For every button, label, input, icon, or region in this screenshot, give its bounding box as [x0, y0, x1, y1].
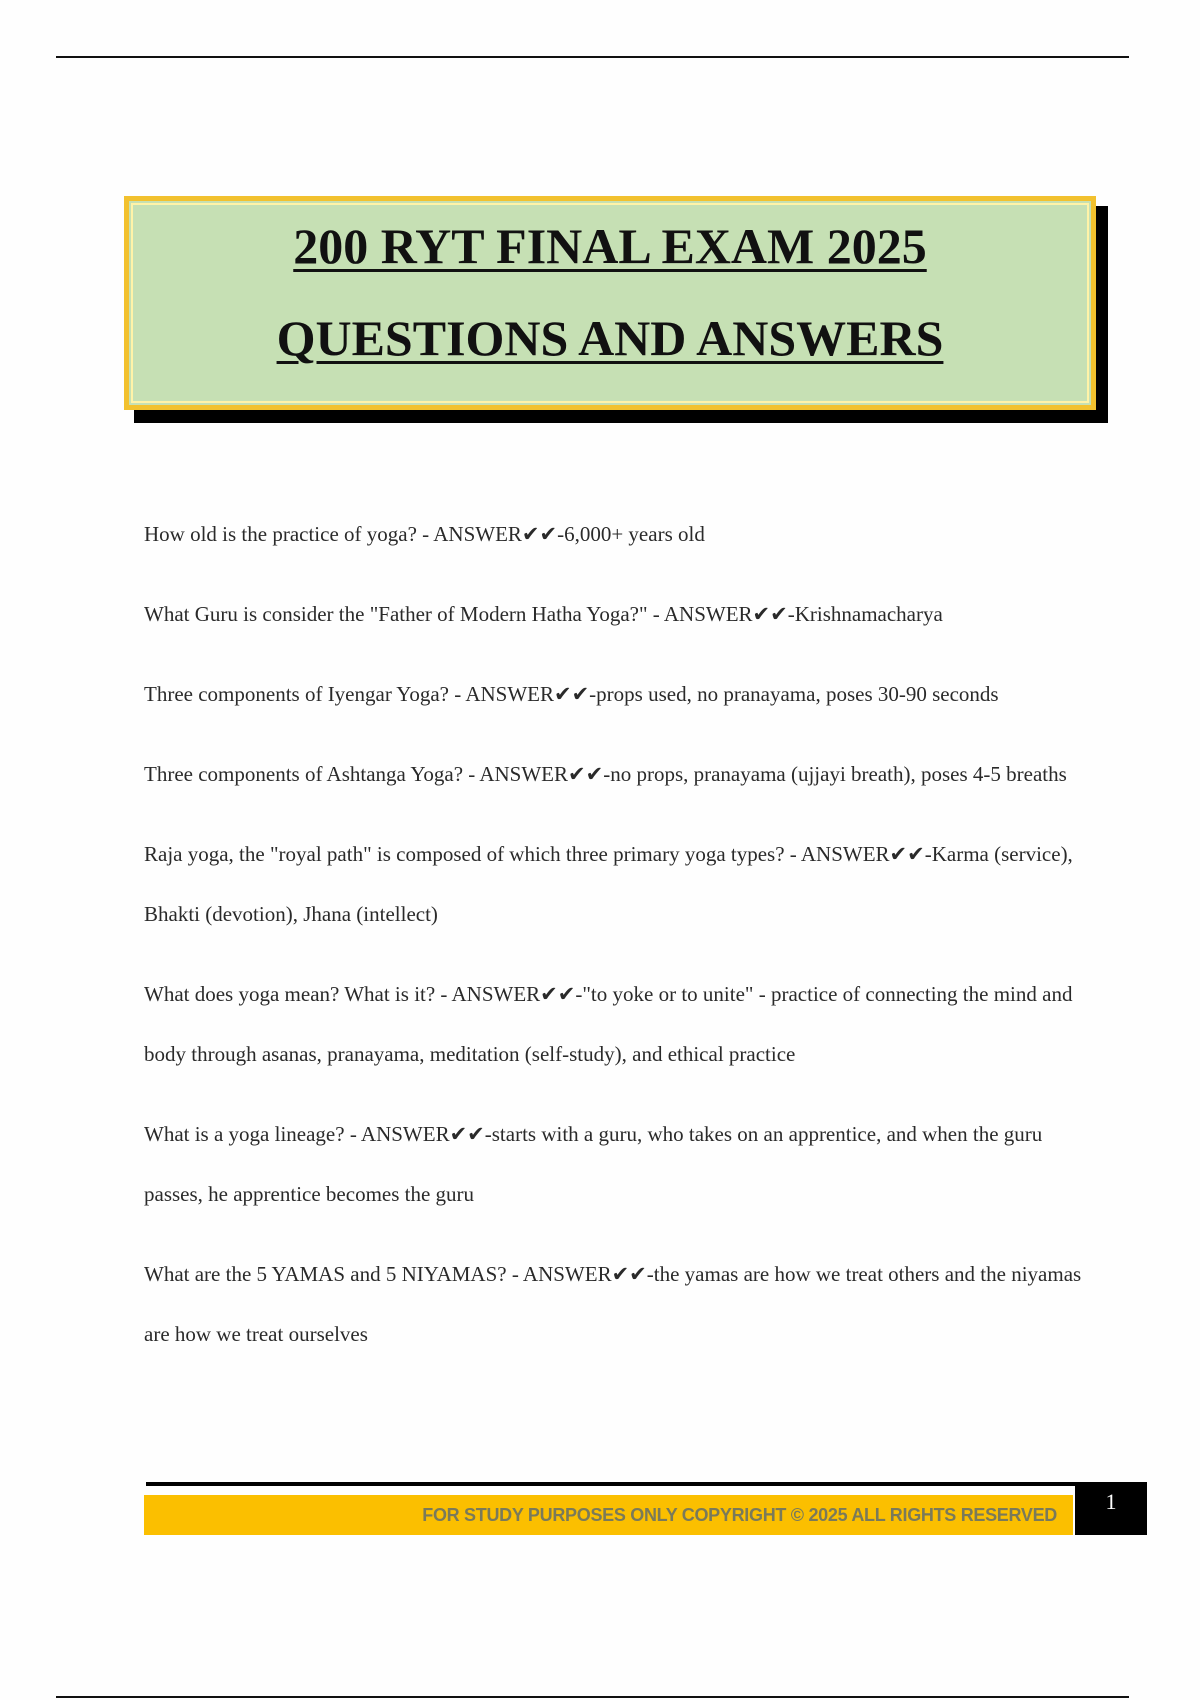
qa-item: What does yoga mean? What is it? - ANSWER✔✔-"to yoke or to unite" - practice of connecting the mind and body through asanas, pranayama, meditation (self-study), and ethical practice	[144, 982, 1073, 1066]
qa-item: What are the 5 YAMAS and 5 NIYAMAS? - ANSWER✔✔-the yamas are how we treat others and the niyamas are how we treat ourselves	[144, 1262, 1082, 1346]
qa-item: Three components of Ashtanga Yoga? - ANSWER✔✔-no props, pranayama (ujjayi breath), poses 4-5 breaths	[144, 762, 1067, 786]
title-line-1: 200 RYT FINAL EXAM 2025	[293, 218, 927, 274]
title-box	[124, 196, 1096, 410]
page-number: 1	[1075, 1482, 1147, 1535]
qa-item: Raja yoga, the "royal path" is composed of which three primary yoga types? - ANSWER✔✔-Karma (service), Bhakti (devotion), Jhana (intellect)	[144, 842, 1073, 926]
qa-item: What Guru is consider the "Father of Modern Hatha Yoga?" - ANSWER✔✔-Krishnamacharya	[144, 602, 943, 626]
qa-item: Three components of Iyengar Yoga? - ANSWER✔✔-props used, no pranayama, poses 30-90 seconds	[144, 682, 999, 706]
title-line-2: QUESTIONS AND ANSWERS	[276, 310, 944, 366]
top-rule	[56, 56, 1129, 58]
bottom-rule	[56, 1696, 1129, 1698]
qa-item: What is a yoga lineage? - ANSWER✔✔-starts with a guru, who takes on an apprentice, and when the guru passes, he apprentice becomes the guru	[144, 1122, 1043, 1206]
footer-copyright: FOR STUDY PURPOSES ONLY COPYRIGHT © 2025 ALL RIGHTS RESERVED	[422, 1505, 1057, 1525]
qa-list	[144, 504, 1084, 1384]
footer-rule	[146, 1482, 1076, 1486]
footer-bar	[144, 1495, 1073, 1535]
qa-item: How old is the practice of yoga? - ANSWER✔✔-6,000+ years old	[144, 522, 705, 546]
